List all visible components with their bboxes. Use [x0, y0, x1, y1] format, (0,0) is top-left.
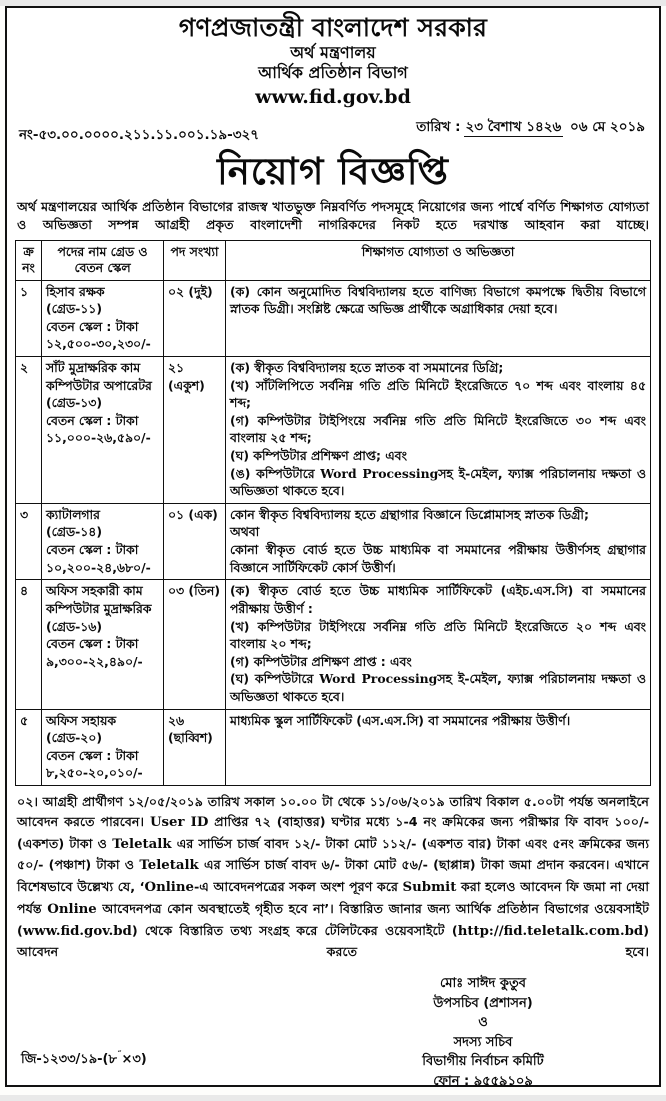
- government-name: গণপ্রজাতন্ত্রী বাংলাদেশ সরকার: [178, 13, 488, 42]
- post-line: (গ্রেড-১১): [46, 301, 102, 317]
- cell-post-name: [42, 357, 164, 504]
- signatory-role: সদস্য সচিব: [453, 1034, 513, 1050]
- scan-edge-bottom: [0, 1095, 666, 1101]
- qualification-line: কোনা স্বীকৃত বোর্ড হতে উচ্চ মাধ্যমিক বা সমমানের পরীক্ষায় উত্তীর্ণসহ গ্রন্থাগার বিজ্ঞানে সার্টিফিকেট কোর্স উত্তীর্ণ।: [230, 542, 646, 575]
- qualification-line: কোন স্বীকৃত বিশ্ববিদ্যালয় হতে গ্রন্থাগার বিজ্ঞানে ডিপ্লোমাসহ স্নাতক ডিগ্রী;: [230, 506, 589, 522]
- cell-qualification: [226, 357, 651, 504]
- table-row: [16, 709, 651, 785]
- column-header-serial: [16, 241, 42, 280]
- signatory-designation: উপসচিব (প্রশাসন): [433, 995, 533, 1011]
- post-line: হিসাব রক্ষক: [46, 283, 105, 299]
- qualification-line: (ঙ) কম্পিউটারে Word Processingসহ ই-মেইল, ফ্যাক্স পরিচালনায় দক্ষতা ও অভিজ্ঞতা থাকতে হবে।: [230, 465, 647, 499]
- post-line: কম্পিউটার মুদ্রাক্ষরিক: [46, 600, 152, 616]
- qualification-line: (ক) কোন অনুমোদিত বিশ্ববিদ্যালয় হতে বাণিজ্য বিভাগে কমপক্ষে দ্বিতীয় বিভাগে স্নাতক ডিগ্রী। সংশ্লিষ্ট ক্ষেত্রে অভিজ্ঞ প্রার্থীকে অগ্রাধিকার দেয়া হবে।: [230, 283, 646, 317]
- cell-post-count: ০৩ (তিন): [164, 580, 226, 709]
- latin-term: www.fid.gov.bd: [22, 923, 132, 939]
- qualification-line: (ক) স্বীকৃত বোর্ড হতে উচ্চ মাধ্যমিক সার্টিফিকেট (এইচ.এস.সি) বা সমমানের পরীক্ষায় উত্তীর্ণ :: [230, 583, 646, 616]
- qualification-line: (গ) কম্পিউটার প্রশিক্ষণ প্রাপ্ত : এবং: [230, 653, 412, 669]
- post-line: ৯,৩০০-২২,৪৯০/-: [46, 653, 143, 669]
- table-row: [16, 280, 651, 356]
- cell-post-name: [42, 580, 164, 709]
- cell-post-name: [42, 503, 164, 579]
- signatory-name: মোঃ সাঈদ কুতুব: [439, 976, 526, 992]
- footer-reference: [21, 1050, 147, 1071]
- document-sheet: [5, 6, 661, 1087]
- post-line: বেতন স্কেল : টাকা: [46, 542, 139, 558]
- qualification-line: অথবা: [230, 524, 260, 540]
- memo-line: [15, 116, 651, 147]
- date-stack: [464, 116, 648, 139]
- post-line: বেতন স্কেল : টাকা: [46, 318, 139, 334]
- cell-qualification: [226, 580, 651, 709]
- latin-term: Online: [47, 901, 97, 917]
- post-line: (গ্রেড-১৪): [46, 524, 102, 540]
- footer-ref-prefix: জি-১২৩৩/১৯-(৮: [21, 1052, 117, 1067]
- vacancy-table-body: [16, 280, 651, 785]
- column-header-post: [42, 241, 164, 280]
- post-line: (গ্রেড-২০): [46, 730, 103, 746]
- post-line: ক্যাটালগার: [46, 506, 100, 522]
- cell-post-count: ০২ (দুই): [164, 280, 226, 356]
- footer-ref-suffix: ×৩): [121, 1052, 147, 1067]
- qualification-line: (ক) স্বীকৃত বিশ্ববিদ্যালয় হতে স্নাতক বা সমমানের ডিগ্রি;: [230, 360, 504, 375]
- post-line: সাঁট মুদ্রাক্ষরিক কাম: [46, 360, 141, 375]
- cell-serial: ৫: [16, 709, 42, 785]
- memo-date-block: [416, 116, 647, 139]
- post-line: অফিস সহকারী কাম: [46, 583, 143, 599]
- post-line: ১১,০০০-২৬,৫৯০/-: [46, 430, 151, 446]
- date-label: তারিখ :: [416, 118, 461, 135]
- date-bengali: ২৩ বৈশাখ ১৪২৬: [465, 118, 562, 135]
- latin-term: Teletalk: [112, 836, 172, 852]
- division-name: আর্থিক প্রতিষ্ঠান বিভাগ: [258, 63, 408, 82]
- serial-head-line2: নং: [22, 260, 35, 276]
- signatory-committee: বিভাগীয় নির্বাচন কমিটি: [422, 1054, 544, 1070]
- post-line: বেতন স্কেল : টাকা: [46, 636, 139, 652]
- ministry-name: অর্থ মন্ত্রণালয়: [290, 43, 376, 62]
- post-line: বেতন স্কেল : টাকা: [46, 747, 139, 763]
- cell-serial: ৪: [16, 580, 42, 709]
- latin-term: http://fid.teletalk.com.bd: [457, 923, 644, 939]
- cell-serial: ২: [16, 357, 42, 504]
- post-line: ১২,৫০০-৩০,২৩০/-: [46, 336, 151, 352]
- qualification-line: (গ) কম্পিউটার টাইপিংয়ে সর্বনিম্ন গতি প্রতি মিনিটে ইংরেজিতে ৩০ শব্দ এবং বাংলায় ২৫ শব্দ;: [230, 412, 646, 446]
- post-line: বেতন স্কেল : টাকা: [46, 412, 139, 428]
- latin-term: User ID: [149, 814, 209, 830]
- latin-term: Teletalk: [139, 858, 199, 874]
- date-gregorian: ০৬ মে ২০১৯: [569, 118, 645, 135]
- latin-term: Submit: [402, 880, 457, 896]
- document-header: [15, 14, 651, 110]
- cell-post-count: ০১ (এক): [164, 503, 226, 579]
- cell-post-name: [42, 280, 164, 356]
- column-header-count: পদ সংখ্যা: [164, 241, 226, 280]
- inch-mark: ˝: [116, 1050, 122, 1061]
- latin-term: Online: [144, 880, 194, 896]
- memo-number: নং-৫৩.০০.০০০০.২১১.১১.০০১.১৯-৩২৭: [19, 126, 260, 143]
- vacancy-table: [15, 240, 651, 786]
- intro-paragraph: অর্থ মন্ত্রণালয়ের আর্থিক প্রতিষ্ঠান বিভাগের রাজস্ব খাতভুক্ত নিম্নবর্ণিত পদসমূহে নিয়োগের জন্য পার্শ্বে বর্ণিত শিক্ষাগত যোগ্যতা ও অভিজ্ঞতা সম্পন্ন আগ্রহী প্রকৃত বাংলাদেশী নাগরিকদের নিকট হতে দরখাস্ত আহবান করা যাচ্ছে।: [17, 198, 649, 233]
- cell-serial: ৩: [16, 503, 42, 579]
- post-head-line2: বেতন স্কেল: [74, 260, 131, 276]
- post-line: (গ্রেড-১৬): [46, 618, 102, 634]
- website-url: www.fid.gov.bd: [255, 86, 411, 108]
- page-title: নিয়োগ বিজ্ঞপ্তি: [217, 149, 449, 193]
- cell-qualification: [226, 709, 651, 785]
- cell-qualification: [226, 280, 651, 356]
- latin-term: Word Processing: [319, 671, 438, 687]
- cell-qualification: [226, 503, 651, 579]
- closing-paragraph: ০২। আগ্রহী প্রার্থীগণ ১২/০৫/২০১৯ তারিখ সকাল ১০.০০ টা থেকে ১১/০৬/২০১৯ তারিখ বিকাল ৫.০০টা পর্যন্ত অনলাইনে আবেদন করতে পারবেন। User ID প্রাপ্তির ৭২ (বাহাত্তর) ঘণ্টার মধ্যে ১-4 নং ক্রমিকের জন্য পরীক্ষার ফি বাবদ ১০০/- (একশত) টাকা ও Teletalk এর সার্ভিস চার্জ বাবদ ১২/- টাকা মোট ১১২/- (একশত বার) টাকা এবং ৫নং ক্রমিকের জন্য ৫০/- (পঞ্চাশ) টাকা ও Teletalk এর সার্ভিস চার্জ বাবদ ৬/- টাকা মোট ৫৬/- (ছাপ্পান্ন) টাকা জমা প্রদান করবেন। এখানে বিশেষভাবে উল্লেখ্য যে, ‘Online-এ আবেদনপত্রের সকল অংশ পূরণ করে Submit করা হলেও আবেদন ফি জমা না দেয়া পর্যন্ত Online আবেদনপত্র কোন অবস্থাতেই গৃহীত হবে না’। বিস্তারিত জানার জন্য আর্থিক প্রতিষ্ঠান বিভাগের ওয়েবসাইট (www.fid.gov.bd) থেকে বিস্তারিত তথ্য সংগ্রহ করে টেলিটকের ওয়েবসাইটে (http://fid.teletalk.com.bd) আবেদন করতে হবে।: [17, 794, 650, 960]
- qualification-line: (ঘ) কম্পিউটার প্রশিক্ষণ প্রাপ্ত; এবং: [230, 448, 407, 464]
- signatory-conjunction: ও: [478, 1015, 488, 1031]
- table-row: [16, 580, 651, 709]
- post-line: কম্পিউটার অপারেটর: [46, 377, 152, 393]
- post-head-line1: পদের নাম গ্রেড ও: [57, 244, 148, 260]
- table-header-row: [16, 241, 651, 280]
- cell-post-count: ২১ (একুশ): [164, 357, 226, 504]
- cell-post-count: ২৬ (ছাব্বিশ): [164, 709, 226, 785]
- post-line: (গ্রেড-১৩): [46, 395, 102, 411]
- qualification-line: মাধ্যমিক স্কুল সার্টিফিকেট (এস.এস.সি) বা সমমানের পরীক্ষায় উত্তীর্ণ।: [230, 712, 571, 728]
- qualification-line: (খ) সাঁটলিপিতে সর্বনিম্ন গতি প্রতি মিনিটে ইংরেজিতে ৭০ শব্দ এবং বাংলায় ৪৫ শব্দ;: [230, 377, 646, 411]
- cell-post-name: [42, 709, 164, 785]
- signatory-phone: ফোন : ৯৫৫৯১০৯: [433, 1073, 533, 1089]
- post-line: ১০,২০০-২৪,৬৮০/-: [46, 559, 151, 575]
- latin-term: Word Processing: [320, 465, 439, 481]
- table-row: [16, 503, 651, 579]
- cell-serial: ১: [16, 280, 42, 356]
- post-line: অফিস সহায়ক: [46, 712, 117, 728]
- table-row: [16, 357, 651, 504]
- post-line: ৮,২৫০-২০,০১০/-: [46, 765, 143, 781]
- signature-block: [333, 974, 633, 1091]
- serial-head-line1: ক্র: [23, 244, 34, 260]
- qualification-line: (ঘ) কম্পিউটারে Word Processingসহ ই-মেইল, ফ্যাক্স পরিচালনায় দক্ষতা ও অভিজ্ঞতা থাকতে হবে।: [230, 671, 646, 704]
- column-header-qualification: শিক্ষাগত যোগ্যতা ও অভিজ্ঞতা: [226, 241, 651, 280]
- qualification-line: (খ) কম্পিউটার টাইপিংয়ে সর্বনিম্ন গতি প্রতি মিনিটে ইংরেজিতে ২০ শব্দ এবং বাংলায় ২০ শব্দ;: [230, 618, 646, 652]
